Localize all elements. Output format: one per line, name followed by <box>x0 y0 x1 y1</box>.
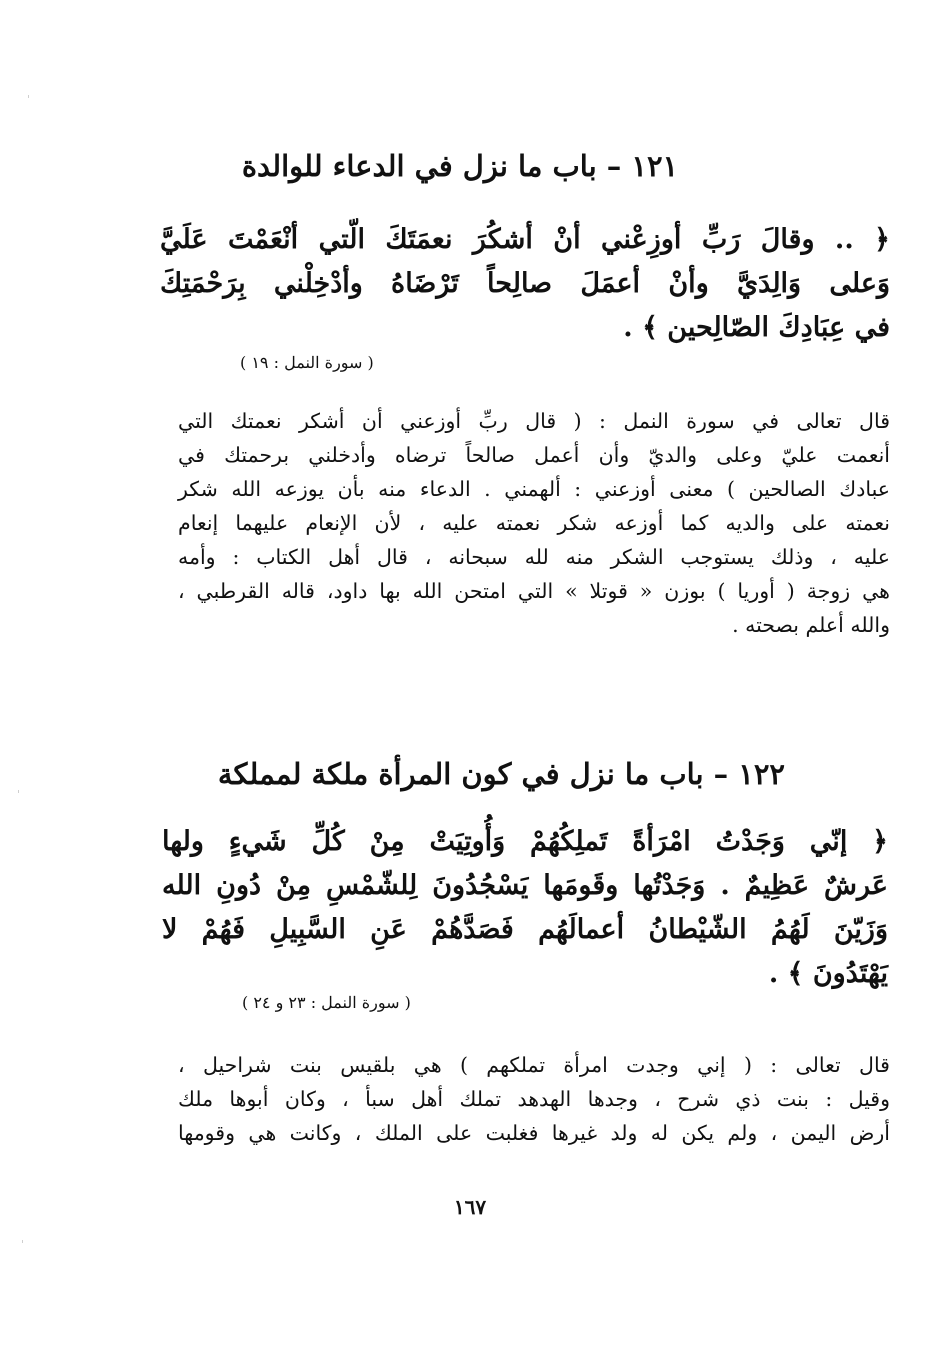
scan-mark <box>22 1240 23 1243</box>
commentary-line: أرض اليمن ، ولم يكن له ولد غيرها فغلبت على الملك ، وكانت هي وقومها <box>178 1121 890 1145</box>
scan-mark <box>28 95 29 98</box>
verse-line: في عِبَادِكَ الصّالِحين ﴾ . <box>623 312 890 343</box>
verse-line: يَهْتَدُونَ ﴾ . <box>768 958 888 989</box>
commentary-line: أنعمت عليّ وعلى والديّ وأن أعمل صالحاً ترضاه وأدخلني برحمتك في <box>178 443 890 467</box>
quranic-verse <box>162 820 888 996</box>
section-heading: ١٢١ – باب ما نزل في الدعاء للوالدة <box>241 149 679 183</box>
section-heading: ١٢٢ – باب ما نزل في كون المرأة ملكة لمملكة <box>217 757 785 791</box>
commentary-paragraph <box>178 1048 890 1150</box>
commentary-line: عليه ، وذلك يستوجب الشكر منه لله سبحانه ، قال أهل الكتاب : وأمه <box>178 545 890 569</box>
verse-line: ﴿ إنّي وَجَدْتُ امْرَأةً تَملِكُهُمْ وَأُوتِيَتْ مِنْ كُلِّ شَيءٍ ولها <box>162 826 888 857</box>
commentary-line: قال تعالى : ( إني وجدت امرأة تملكهم ) هي بلقيس بنت شراحيل ، <box>178 1053 890 1077</box>
quranic-verse <box>160 218 890 350</box>
verse-citation: ( سورة النمل : ١٩ ) <box>240 353 374 372</box>
commentary-line: نعمته على والديه كما أوزعه شكر نعمته عليه ، لأن الإنعام عليهما إنعام <box>178 511 890 535</box>
commentary-line: قال تعالى في سورة النمل : ( قال ربِّ أوزعني أن أشكر نعمتك التي <box>178 409 890 433</box>
verse-line: وَزَيّنَ لَهُمُ الشّيْطانُ أعمالَهُم فَصَدَّهُمْ عَنِ السَّبِيلِ فَهُمْ لا <box>162 914 888 945</box>
commentary-line: عبادك الصالحين ) معنى أوزعني : ألهمني . الدعاء منه بأن يوزعه الله شكر <box>178 477 890 501</box>
commentary-line: وقيل : بنت ذي شرح ، وجدها الهدهد تملك أهل سبأ ، وكان أبوها ملك <box>178 1087 890 1111</box>
verse-line: وَعلى وَالِدَيَّ وأنْ أعمَلَ صالِحاً تَرْضَاهُ وأدْخِلْني بِرَحْمَتِكَ <box>160 268 890 299</box>
commentary-line: والله أعلم بصحته . <box>732 613 890 637</box>
commentary-line: هي زوجة ( أوريا ) بوزن « قوتلا » التي امتحن الله بها داود، قاله القرطبي ، <box>178 579 890 603</box>
verse-line: ﴿ .. وقالَ رَبِّ أوزِعْني أنْ أشكُرَ نعمَتَكَ الّتي أنْعَمْتَ عَلَيَّ <box>160 224 890 255</box>
verse-line: عَرشٌ عَظِيمٌ . وَجَدْتُها وقَومَها يَسْجُدُونَ لِلشّمْسِ مِنْ دُونِ الله <box>162 870 888 901</box>
scan-mark <box>18 790 19 793</box>
verse-citation: ( سورة النمل : ٢٣ و ٢٤ ) <box>242 993 411 1012</box>
page-number: ١٦٧ <box>453 1195 487 1219</box>
commentary-paragraph <box>178 404 890 642</box>
